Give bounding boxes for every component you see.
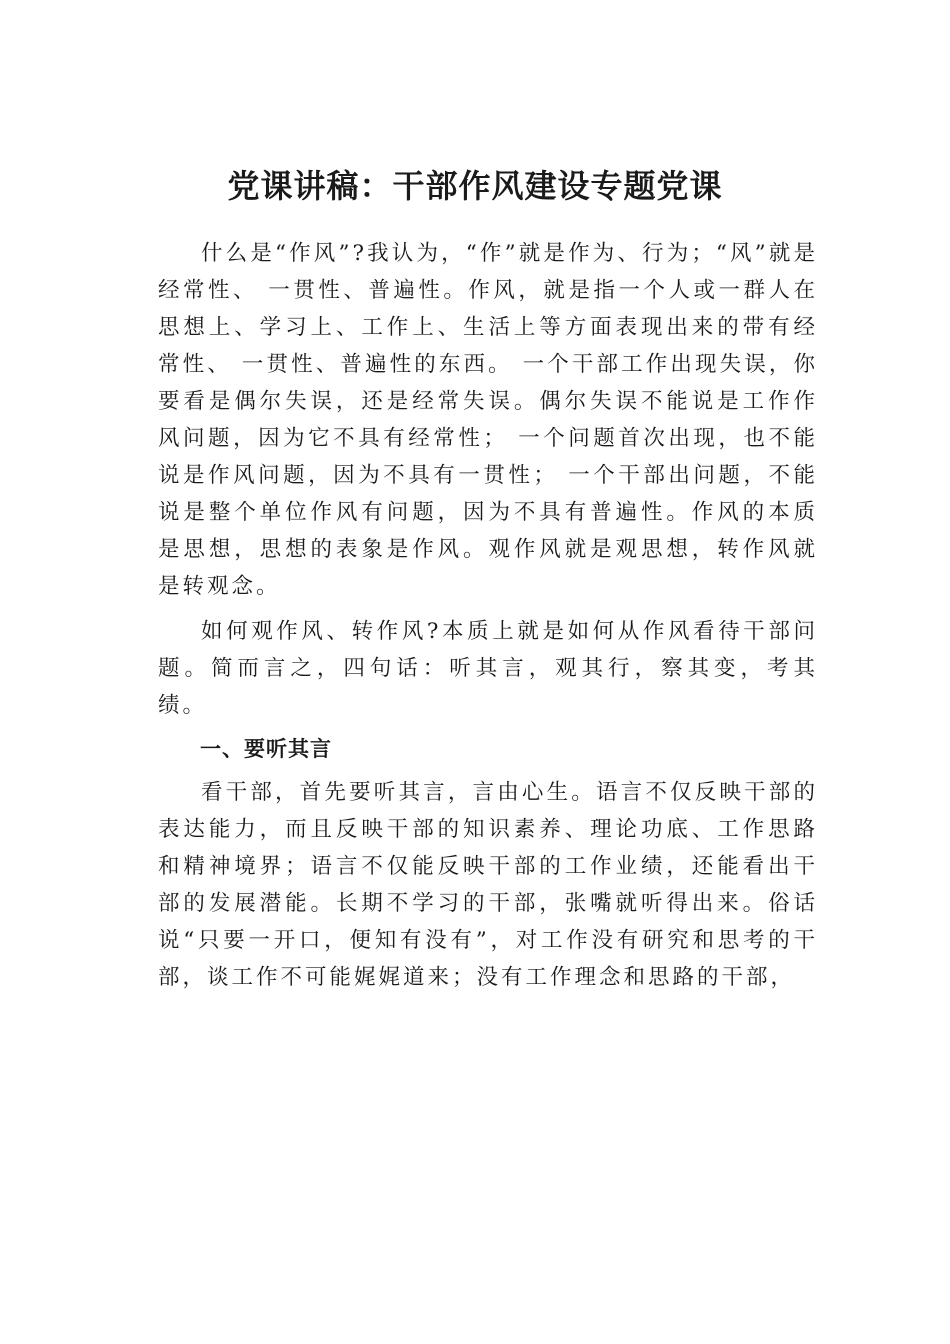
section-heading-listen: 一、要听其言 bbox=[200, 737, 332, 761]
paragraph-how-to-observe: 如何观作风、转作风?本质上就是如何从作风看待干部问题。简而言之，四句话：听其言，观其行，察其变，考其绩。 bbox=[158, 619, 818, 718]
paragraph-listen-words: 看干部，首先要听其言，言由心生。语言不仅反映干部的表达能力，而且反映干部的知识素养、理论功底、工作思路和精神境界；语言不仅能反映干部的工作业绩，还能看出干部的发展潜能。长期不学习的干部，张嘴就听得出来。俗话说“只要一开口，便知有没有”，对工作没有研究和思考的干部，谈工作不可能娓娓道来；没有工作理念和思路的干部， bbox=[158, 780, 818, 990]
paragraph-definition: 什么是“作风”?我认为，“作”就是作为、行为；“风”就是经常性、 一贯性、普遍性。作风，就是指一个人或一群人在思想上、学习上、工作上、生活上等方面表现出来的带有经常性、 一贯性、普遍性的东西。 一个干部工作出现失误，你要看是偶尔失误，还是经常失误。偶尔失误不能说是工作作风问题，因为它不具有经常性； 一个问题首次出现，也不能说是作风问题，因为不具有一贯性； 一个干部出问题，不能说是整个单位作风有问题，因为不具有普遍性。作风的本质是思想，思想的表象是作风。观作风就是观思想，转作风就是转观念。 bbox=[158, 241, 818, 599]
document-body bbox=[158, 235, 818, 1000]
document-title: 党课讲稿：干部作风建设专题党课 bbox=[227, 167, 723, 205]
